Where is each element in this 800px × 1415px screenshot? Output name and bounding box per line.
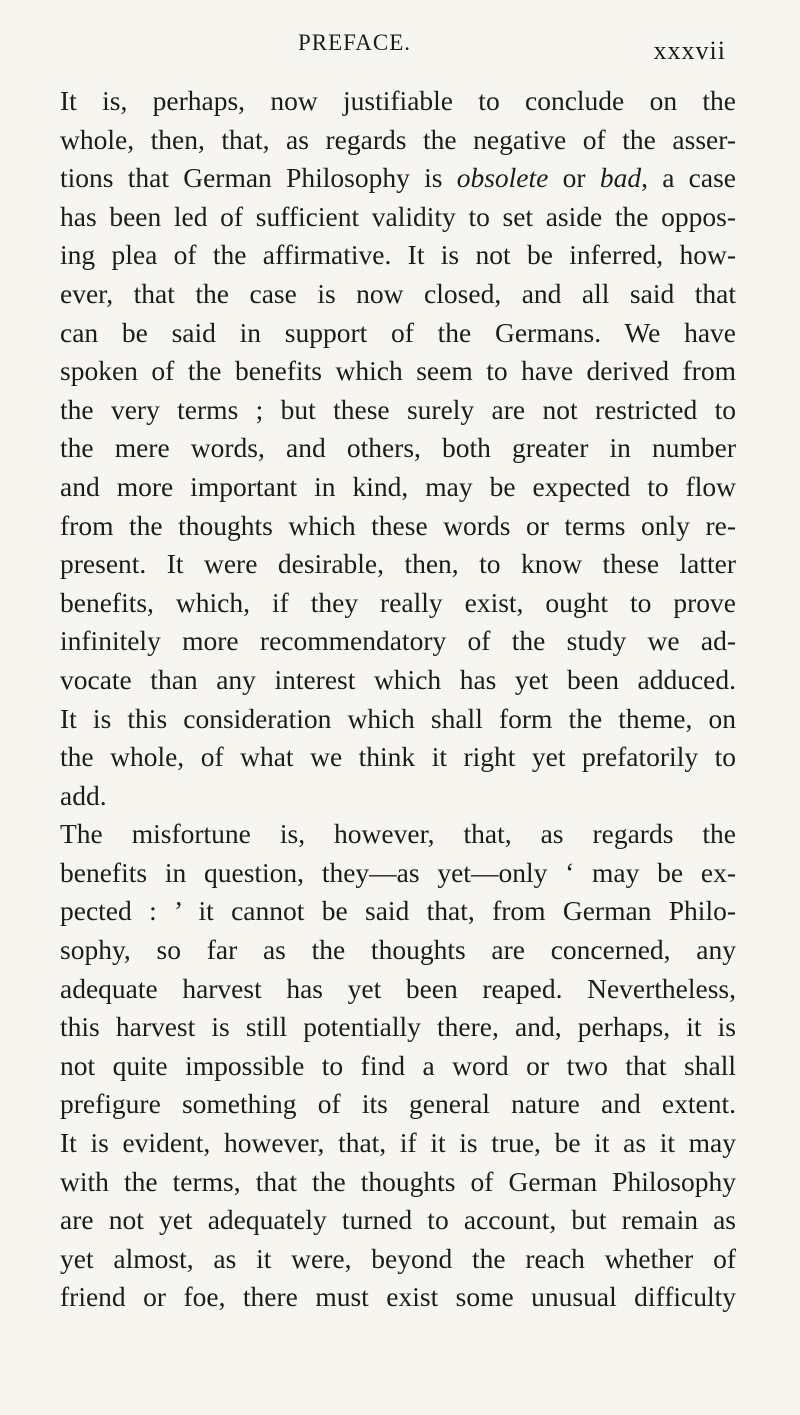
text-line: vocate than any interest which has yet been adduced.	[60, 663, 736, 695]
text-line: with the terms, that the thoughts of German Philosophy	[60, 1165, 736, 1197]
text-line: yet almost, as it were, beyond the reach whether of	[60, 1242, 736, 1274]
running-header	[58, 22, 726, 65]
text-line: spoken of the benefits which seem to have derived from	[60, 355, 736, 387]
text-line: tions that German Philosophy is obsolete or bad, a case	[60, 162, 736, 194]
text-line: the whole, of what we think it right yet prefatorily to	[60, 741, 736, 773]
text-line: and more important in kind, may be expected to flow	[60, 470, 736, 502]
text-line: from the thoughts which these words or terms only re-	[60, 509, 736, 541]
text-line: The misfortune is, however, that, as regards the	[60, 818, 736, 850]
text-line: whole, then, that, as regards the negative of the asser-	[60, 123, 736, 155]
text-line: infinitely more recommendatory of the study we ad-	[60, 625, 736, 657]
text-line: not quite impossible to find a word or two that shall	[60, 1049, 736, 1081]
text-line: benefits, which, if they really exist, ought to prove	[60, 586, 736, 618]
body-text	[60, 82, 736, 1317]
text-line: benefits in question, they—as yet—only ‘ may be ex-	[60, 856, 736, 888]
text-line: It is this consideration which shall form the theme, on	[60, 702, 736, 734]
text-line: It is evident, however, that, if it is true, be it as it may	[60, 1127, 736, 1159]
text-line: are not yet adequately turned to account, but remain as	[60, 1204, 736, 1236]
text-line: ever, that the case is now closed, and all said that	[60, 277, 736, 309]
running-title: PREFACE.	[298, 30, 412, 55]
text-line: the very terms ; but these surely are not restricted to	[60, 393, 736, 425]
page-number: xxxvii	[653, 36, 726, 65]
text-line: has been led of sufficient validity to set aside the oppos-	[60, 200, 736, 232]
text-line: adequate harvest has yet been reaped. Nevertheless,	[60, 972, 736, 1004]
text-line: sophy, so far as the thoughts are concerned, any	[60, 934, 736, 966]
text-line: add.	[60, 779, 107, 811]
text-line: pected : ’ it cannot be said that, from German Philo-	[60, 895, 736, 927]
italic-term-obsolete: obsolete	[456, 162, 549, 194]
text-line: prefigure something of its general nature and extent.	[60, 1088, 736, 1120]
text-line: the mere words, and others, both greater in number	[60, 432, 736, 464]
text-line: this harvest is still potentially there, and, perhaps, it is	[60, 1011, 736, 1043]
text-line: present. It were desirable, then, to know these latter	[60, 548, 736, 580]
text-line: It is, perhaps, now justifiable to conclude on the	[60, 85, 736, 116]
text-line: can be said in support of the Germans. We have	[60, 316, 736, 348]
italic-term-bad: bad	[599, 162, 642, 194]
text-line: ing plea of the affirmative. It is not be inferred, how-	[60, 239, 736, 271]
text-line: friend or foe, there must exist some unusual difficulty	[60, 1281, 736, 1313]
